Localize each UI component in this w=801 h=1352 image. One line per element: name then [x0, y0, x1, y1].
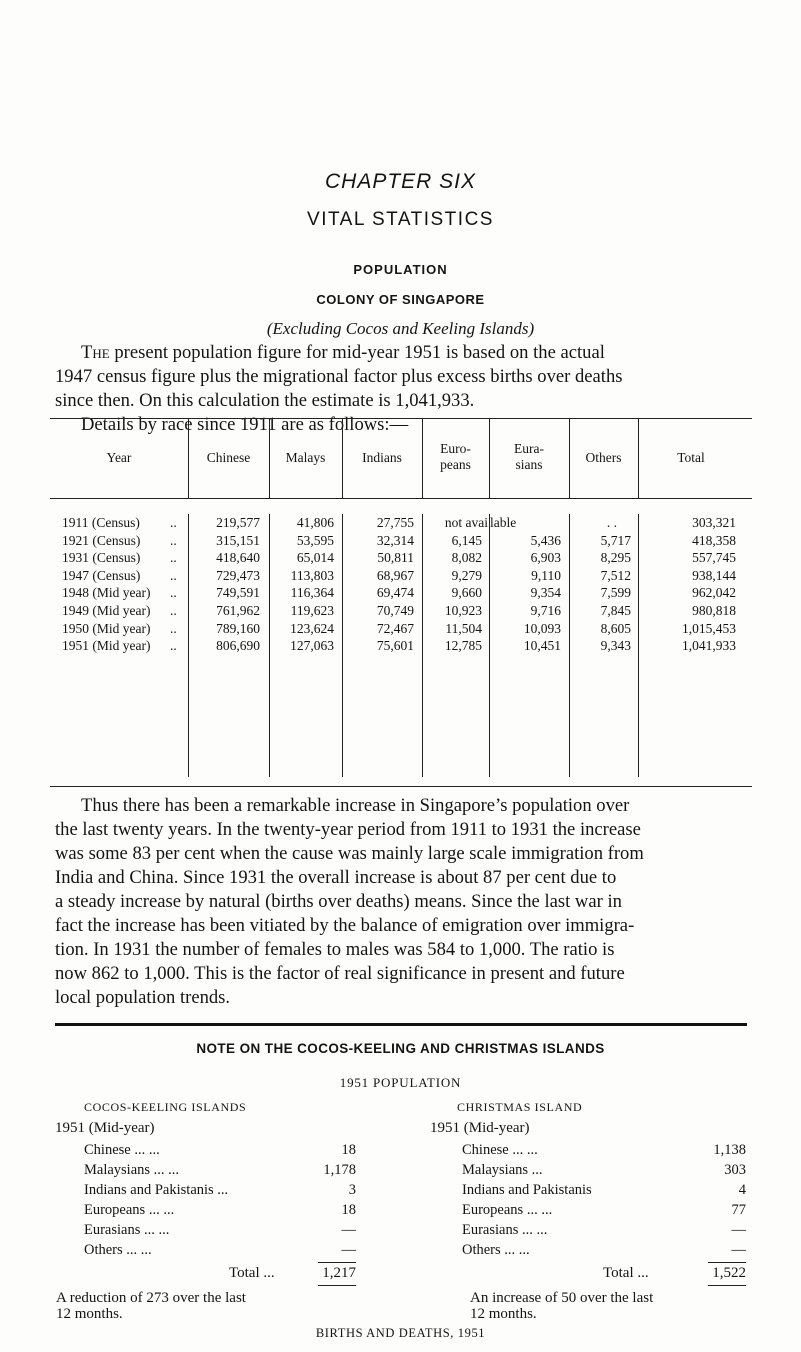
cocos-item-label: Chinese ... ...	[84, 1142, 160, 1158]
intro-line-1-text: present population figure for mid-year 1951 is based on the actual	[114, 342, 605, 363]
analysis-paragraph	[55, 794, 745, 1010]
cell-europeans: 8,082	[451, 550, 482, 566]
table-row	[64, 532, 744, 549]
cocos-remark-1: A reduction of 273 over the last	[56, 1290, 246, 1306]
analysis-line: India and China. Since 1931 the overall increase is about 87 per cent due to	[55, 867, 617, 888]
cell-others: 5,717	[600, 532, 631, 548]
table-top-rule	[50, 418, 752, 419]
analysis-line: now 862 to 1,000. This is the factor of real significance in present and future	[55, 963, 625, 984]
cell-malays: 116,364	[290, 585, 334, 601]
cell-indians: 32,314	[376, 532, 414, 548]
cell-eurasians: 10,451	[523, 638, 561, 654]
cocos-item-label: Eurasians ... ...	[84, 1222, 170, 1238]
header-indians: Indians	[362, 450, 402, 465]
header-eurasians: Eura- sians	[514, 441, 544, 472]
section-divider	[55, 1023, 747, 1026]
leader-dots: ..	[170, 515, 177, 530]
chapter-heading: CHAPTER SIX	[324, 170, 477, 193]
cocos-item-value: 18	[341, 1142, 356, 1158]
cocos-item-value: 1,178	[323, 1162, 356, 1178]
table-row	[64, 602, 744, 619]
leader-dots: ..	[170, 620, 177, 636]
cell-year: 1949 (Mid year)	[62, 603, 151, 618]
header-malays: Malays	[285, 450, 326, 465]
cocos-total-rule	[318, 1285, 356, 1286]
cell-total: 938,144	[692, 567, 736, 583]
table-row	[64, 584, 744, 601]
analysis-line: Thus there has been a remarkable increase in Singapore’s population over	[81, 795, 630, 816]
cell-indians: 72,467	[376, 620, 414, 636]
christmas-remark-2: 12 months.	[470, 1306, 537, 1322]
cell-year: 1921 (Census)	[62, 532, 141, 548]
cell-europeans: 9,279	[451, 567, 482, 583]
table-header-rule	[50, 498, 752, 499]
cell-chinese: 761,962	[216, 603, 260, 618]
cell-total: 557,745	[692, 550, 736, 566]
cell-europeans: 9,660	[451, 585, 482, 601]
cell-europeans: 10,923	[444, 603, 482, 618]
cell-others: 7,512	[600, 567, 631, 583]
intro-line-4: Details by race since 1911 are as follows:—	[81, 414, 409, 435]
table-bottom-rule	[50, 786, 752, 787]
leader-dots: ..	[170, 550, 177, 566]
cell-year: 1948 (Mid year)	[62, 585, 151, 601]
christmas-total-value: 1,522	[712, 1265, 746, 1281]
cell-eurasians: 9,354	[530, 585, 561, 601]
cell-eurasians: 10,093	[523, 620, 561, 636]
cell-malays: 65,014	[296, 550, 334, 566]
births-deaths-heading: BIRTHS AND DEATHS, 1951	[315, 1326, 486, 1340]
cell-indians: 68,967	[376, 567, 414, 583]
cocos-item-value: 18	[341, 1202, 356, 1218]
cocos-remark-2: 12 months.	[56, 1306, 123, 1322]
cell-year: 1947 (Census)	[62, 567, 141, 583]
cell-year: 1911 (Census)	[62, 515, 140, 530]
cell-indians: 75,601	[376, 638, 414, 654]
cell-others: 7,599	[600, 585, 631, 601]
cell-chinese: 219,577	[216, 515, 260, 530]
cell-indians: 70,749	[376, 603, 414, 618]
cell-indians: 50,811	[377, 550, 414, 566]
cell-total: 1,041,933	[682, 638, 736, 654]
cell-total: 1,015,453	[682, 620, 736, 636]
cell-indians: 27,755	[376, 515, 414, 530]
cell-total: 980,818	[692, 603, 736, 618]
cell-chinese: 315,151	[216, 532, 260, 548]
cocos-item-label: Indians and Pakistanis ...	[84, 1182, 229, 1198]
leader-dots: ..	[170, 638, 177, 654]
header-total: Total	[677, 450, 705, 465]
cocos-sum-rule	[318, 1262, 356, 1263]
leader-dots: ..	[170, 603, 177, 618]
cell-eurasians: 9,716	[530, 603, 561, 618]
analysis-line: local population trends.	[55, 987, 231, 1008]
cell-others: 7,845	[600, 603, 631, 618]
cell-chinese: 729,473	[216, 567, 260, 583]
header-europeans: Euro- peans	[440, 441, 471, 472]
cell-total: 962,042	[692, 585, 736, 601]
leader-dots: ..	[170, 567, 177, 583]
table-row	[64, 514, 744, 531]
christmas-total-rule	[708, 1285, 746, 1286]
cocos-item-label: Malaysians ... ...	[84, 1162, 180, 1178]
header-chinese: Chinese	[206, 450, 251, 465]
intro-line-3: since then. On this calculation the estimate is 1,041,933.	[55, 390, 475, 411]
cell-indians: 69,474	[376, 585, 414, 601]
cell-europeans: 6,145	[451, 532, 482, 548]
christmas-item-label: Others ... ...	[462, 1242, 530, 1258]
cell-malays: 123,624	[290, 620, 334, 636]
exclusion-note-text: (Excluding Cocos and Keeling Islands)	[266, 319, 535, 338]
christmas-item-label: Europeans ... ...	[462, 1202, 553, 1218]
table-row	[64, 620, 744, 637]
analysis-line: the last twenty years. In the twenty-year period from 1911 to 1931 the increase	[55, 819, 641, 840]
christmas-item-label: Eurasians ... ...	[462, 1222, 548, 1238]
cocos-total-label: Total ...	[229, 1265, 275, 1281]
christmas-item-value: —	[731, 1242, 746, 1258]
cocos-population-list	[84, 1140, 374, 1270]
cell-malays: 127,063	[290, 638, 334, 654]
exclusion-note	[0, 319, 801, 339]
christmas-remark-1: An increase of 50 over the last	[470, 1290, 654, 1306]
christmas-item-value: 1,138	[713, 1142, 746, 1158]
cell-europeans: not avai	[444, 515, 488, 530]
cell-others: 8,295	[600, 550, 631, 566]
cell-eurasians: 6,903	[530, 550, 561, 566]
cocos-item-value: —	[341, 1242, 356, 1258]
cell-malays: 41,806	[296, 515, 334, 530]
cell-chinese: 418,640	[216, 550, 260, 566]
cocos-item-value: 3	[348, 1182, 356, 1198]
cell-year: 1950 (Mid year)	[62, 620, 151, 636]
note-title: NOTE ON THE COCOS-KEELING AND CHRISTMAS ISLANDS	[196, 1041, 605, 1056]
cell-malays: 53,595	[296, 532, 334, 548]
christmas-sum-rule	[708, 1262, 746, 1263]
intro-line-2: 1947 census figure plus the migrational factor plus excess births over deaths	[55, 366, 623, 387]
cocos-item-label: Others ... ...	[84, 1242, 152, 1258]
intro-lead: The	[81, 342, 110, 363]
table-row	[64, 567, 744, 584]
christmas-heading: CHRISTMAS ISLAND	[457, 1100, 583, 1114]
table-row	[64, 637, 744, 654]
page-title: VITAL STATISTICS	[307, 209, 494, 230]
intro-line-1	[55, 341, 745, 365]
analysis-line: was some 83 per cent when the cause was mainly large scale immigration from	[55, 843, 644, 864]
christmas-item-value: 77	[731, 1202, 746, 1218]
header-others: Others	[585, 450, 622, 465]
leader-dots: ..	[170, 585, 177, 601]
christmas-item-label: Indians and Pakistanis	[462, 1182, 592, 1198]
christmas-item-label: Malaysians ...	[462, 1162, 543, 1178]
cell-others: 8,605	[600, 620, 631, 636]
christmas-population-list	[462, 1140, 747, 1270]
cell-europeans: 12,785	[444, 638, 482, 654]
cell-eurasians: 5,436	[530, 532, 561, 548]
cell-malays: 113,803	[290, 567, 334, 583]
section-heading: POPULATION	[353, 262, 448, 277]
population-1951-heading: 1951 POPULATION	[339, 1075, 462, 1090]
cell-year: 1931 (Census)	[62, 550, 141, 566]
cell-total: 303,321	[692, 515, 736, 530]
christmas-total-label: Total ...	[603, 1265, 649, 1281]
cell-others: . .	[606, 515, 617, 530]
cell-malays: 119,623	[290, 603, 334, 618]
cell-chinese: 806,690	[216, 638, 260, 654]
cell-europeans: 11,504	[445, 620, 482, 636]
cell-year: 1951 (Mid year)	[62, 638, 151, 654]
christmas-item-label: Chinese ... ...	[462, 1142, 538, 1158]
table-row	[64, 549, 744, 566]
cocos-subheading: 1951 (Mid-year)	[55, 1120, 155, 1136]
cell-eurasians: 9,110	[531, 567, 561, 583]
cell-eurasians: lable	[490, 515, 517, 530]
analysis-line: tion. In 1931 the number of females to males was 584 to 1,000. The ratio is	[55, 939, 615, 960]
cell-others: 9,343	[600, 638, 631, 654]
cocos-item-label: Europeans ... ...	[84, 1202, 175, 1218]
christmas-item-value: —	[731, 1222, 746, 1238]
cell-chinese: 749,591	[216, 585, 260, 601]
analysis-line: a steady increase by natural (births over deaths) means. Since the last war in	[55, 891, 622, 912]
christmas-item-value: 303	[724, 1162, 746, 1178]
colony-heading: COLONY OF SINGAPORE	[316, 292, 485, 307]
leader-dots: ..	[170, 532, 177, 548]
christmas-item-value: 4	[738, 1182, 746, 1198]
analysis-line: fact the increase has been vitiated by the balance of emigration over immigra-	[55, 915, 635, 936]
header-year: Year	[106, 450, 132, 465]
christmas-subheading: 1951 (Mid-year)	[430, 1120, 530, 1136]
population-table	[64, 418, 744, 781]
cocos-heading: COCOS-KEELING ISLANDS	[84, 1100, 247, 1114]
cell-total: 418,358	[692, 532, 736, 548]
cocos-total-value: 1,217	[322, 1265, 356, 1281]
cocos-item-value: —	[341, 1222, 356, 1238]
cell-chinese: 789,160	[216, 620, 260, 636]
